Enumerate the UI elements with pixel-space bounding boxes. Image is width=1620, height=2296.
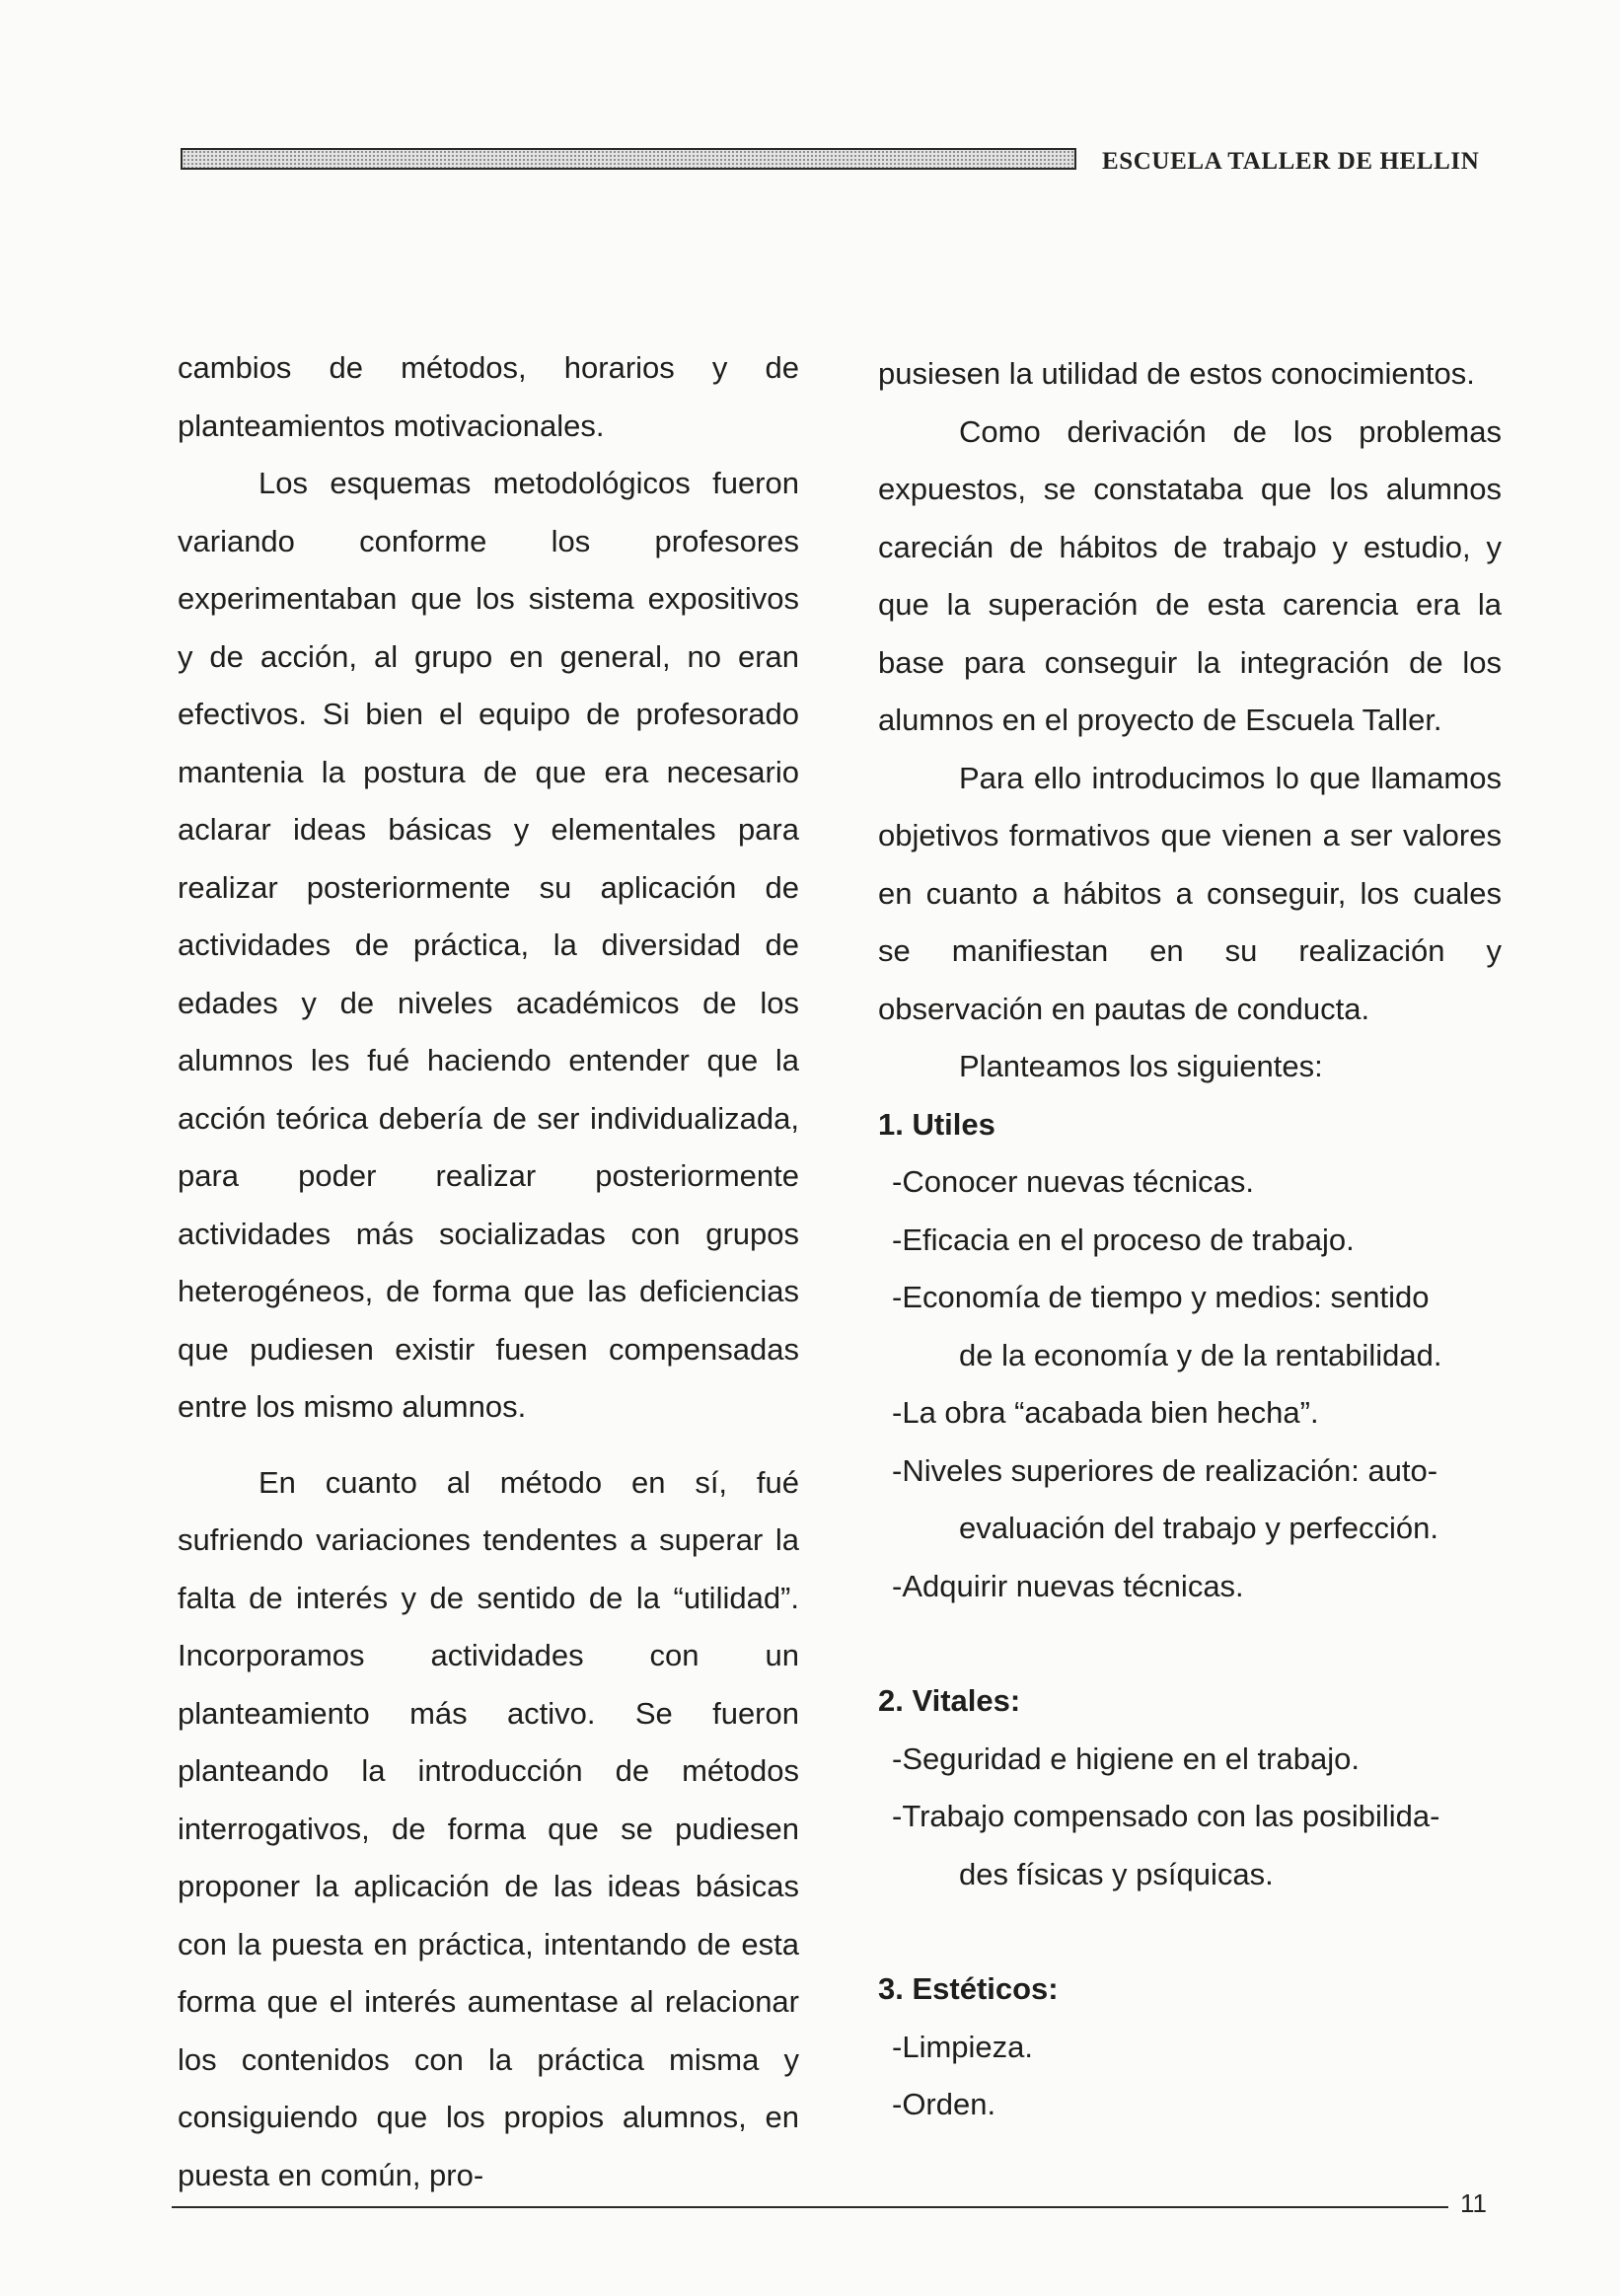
list-item: -Seguridad e higiene en el trabajo. <box>892 1741 1360 1776</box>
right-column <box>878 345 1502 2134</box>
list-item: -Conocer nuevas técnicas. <box>892 1164 1255 1199</box>
list-item-continuation: de la economía y de la rentabilidad. <box>959 1337 1442 1372</box>
header-title: ESCUELA TALLER DE HELLIN <box>1102 148 1480 175</box>
footer-rule <box>172 2206 1448 2208</box>
list-item: -Niveles superiores de realización: auto- <box>892 1452 1438 1488</box>
page-number: 11 <box>1460 2188 1487 2218</box>
list-item: -Orden. <box>892 2087 996 2121</box>
right-paragraph-3: Para ello introducimos lo que llamamos objetivos formativos que vienen a ser valores en cuanto a hábitos a conseguir, los cuales se manifiestan en su realización y observación en pautas de conducta. <box>878 760 1502 1026</box>
left-paragraph-1: cambios de métodos, horarios y de planteamientos motivacionales. <box>178 350 799 443</box>
section-heading-vitales: 2. Vitales: <box>878 1683 1021 1718</box>
left-paragraph-3: En cuanto al método en sí, fué sufriendo variaciones tendentes a superar la falta de interés y de sentido de la “utilidad”. Incorporamos actividades con un planteamiento más activo. Se fueron planteando la introducción de métodos interrogativos, de forma que se pudiesen proponer la aplicación de las ideas básicas con la puesta en práctica, intentando de esta forma que el interés aumentase al relacionar los contenidos con la práctica misma y consiguiendo que los propios alumnos, en puesta en común, pro- <box>178 1464 799 2192</box>
list-item: -La obra “acabada bien hecha”. <box>892 1395 1319 1430</box>
list-item: -Trabajo compensado con las posibilida- <box>892 1799 1440 1833</box>
right-paragraph-2: Como derivación de los problemas expuestos, se constataba que los alumnos carecián de hábitos de trabajo y estudio, y que la superación de esta carencia era la base para conseguir la integración de los alumnos en el proyecto de Escuela Taller. <box>878 413 1502 737</box>
section-heading-utiles: 1. Utiles <box>878 1106 995 1142</box>
list-item: -Adquirir nuevas técnicas. <box>892 1568 1244 1603</box>
list-item-continuation: des físicas y psíquicas. <box>959 1856 1274 1891</box>
list-item-continuation: evaluación del trabajo y perfección. <box>959 1511 1438 1545</box>
right-paragraph-4: Planteamos los siguientes: <box>959 1049 1323 1083</box>
right-paragraph-1: pusiesen la utilidad de estos conocimientos. <box>878 356 1475 391</box>
list-item: -Limpieza. <box>892 2029 1033 2064</box>
left-column <box>178 339 799 2204</box>
left-paragraph-2: Los esquemas metodológicos fueron variando conforme los profesores experimentaban que los sistema expositivos y de acción, al grupo en general, no eran efectivos. Si bien el equipo de profesorado mantenia la postura de que era necesario aclarar ideas básicas y elementales para realizar posteriormente su aplicación de actividades de práctica, la diversidad de edades y de niveles académicos de los alumnos les fué haciendo entender que la acción teórica debería de ser individualizada, para poder realizar posteriormente actividades más socializadas con grupos heterogéneos, de forma que las deficiencias que pudiesen existir fuesen compensadas entre los mismo alumnos. <box>178 466 799 1424</box>
header-decorative-bar <box>181 148 1076 170</box>
section-heading-esteticos: 3. Estéticos: <box>878 1971 1059 2006</box>
list-item: -Economía de tiempo y medios: sentido <box>892 1280 1430 1314</box>
list-item: -Eficacia en el proceso de trabajo. <box>892 1222 1355 1257</box>
